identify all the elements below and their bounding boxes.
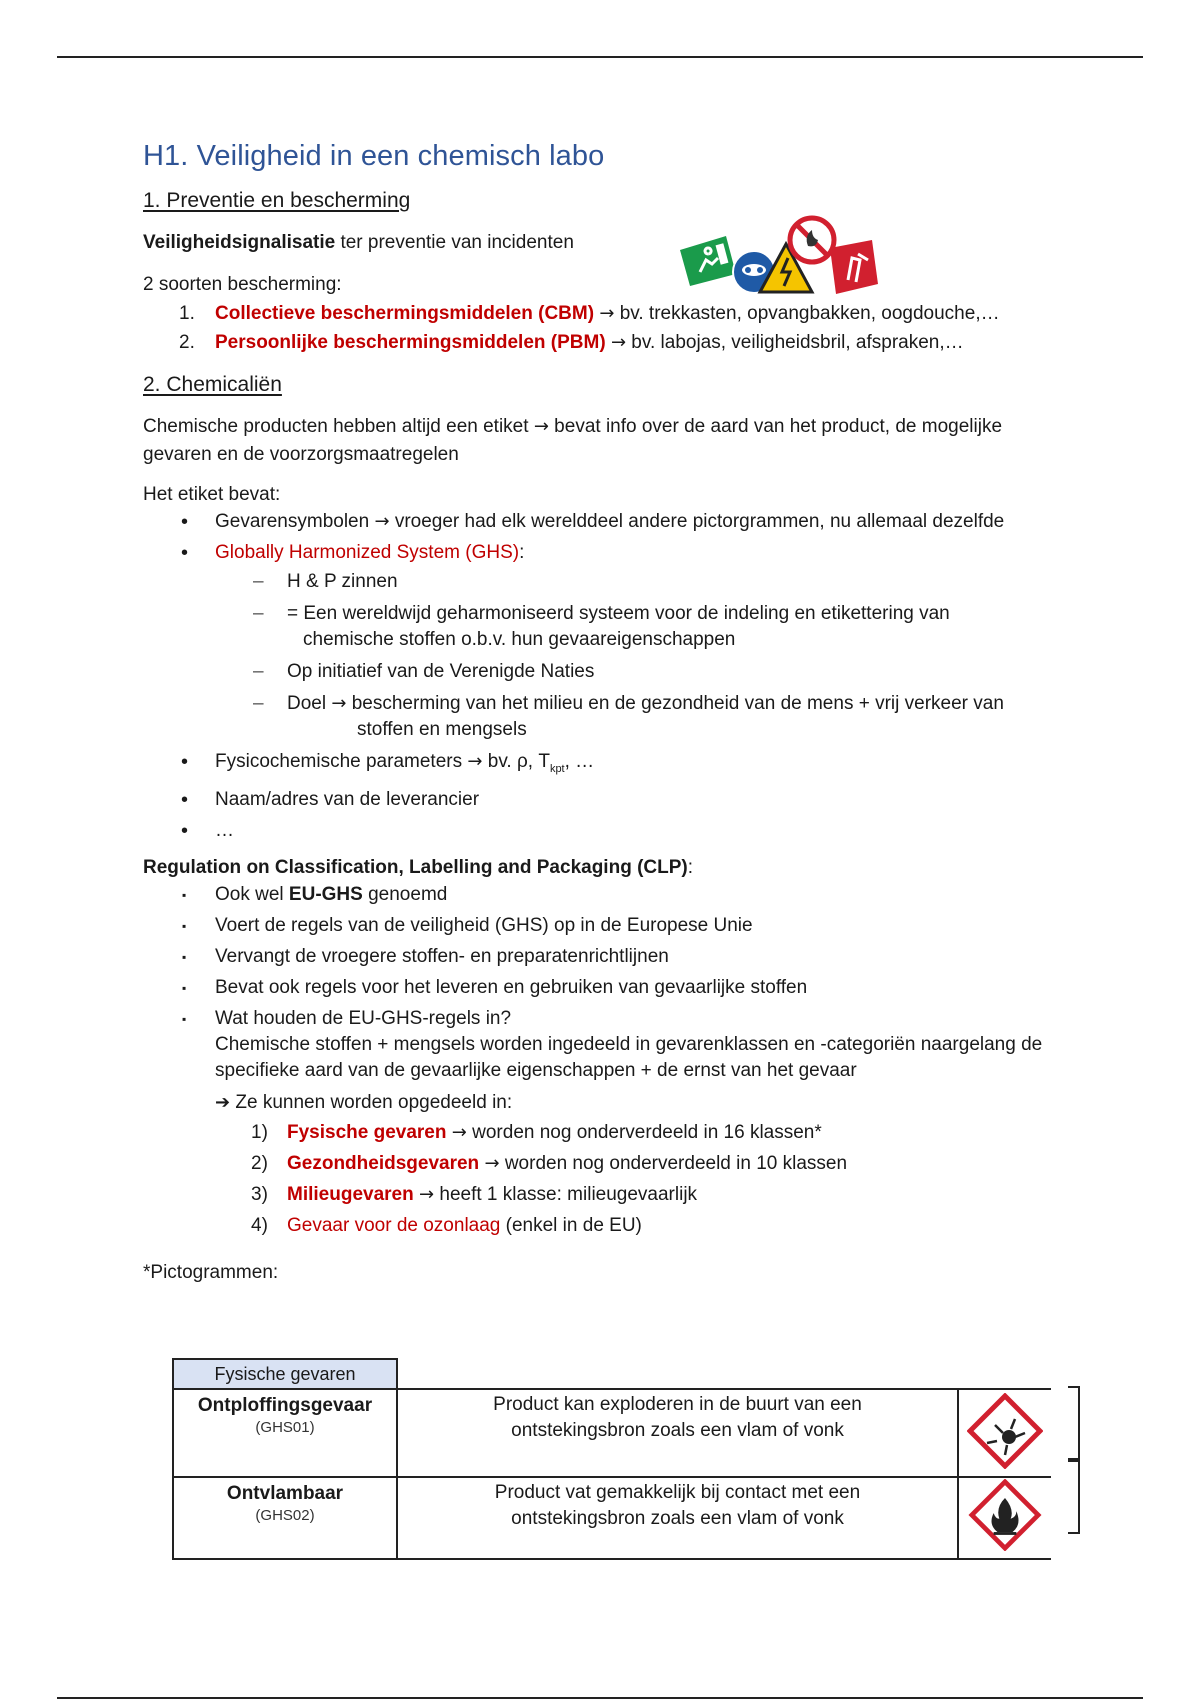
arrow-icon: → — [599, 303, 615, 324]
arrow-icon: → — [374, 511, 390, 532]
arrow-icon: → — [451, 1121, 467, 1143]
list-item: • Fysicochemische parameters → bv. ρ, $T_{kpt}$, … — [143, 749, 1063, 782]
section-2-heading: 2. Chemicaliën — [143, 373, 282, 396]
footer-rule — [57, 1697, 1143, 1699]
list-item: ▪ Bevat ook regels voor het leveren en gebruiken van gevaarlijke stoffen — [143, 975, 1043, 1001]
list-item: 2) Gezondheidsgevaren → worden nog onderverdeeld in 10 klassen — [251, 1152, 848, 1174]
list-item: ▪ Ook wel EU-GHS genoemd — [143, 882, 1043, 908]
list-item: – Doel → bescherming van het milieu en de gezondheid van de mens + vrij verkeer van stoffen en mengsels — [215, 691, 1063, 743]
fire-equipment-sign-icon — [830, 240, 878, 294]
list-item: 1) Fysische gevaren → worden nog onderverdeeld in 16 klassen* — [251, 1121, 822, 1143]
no-fire-sign-icon — [790, 218, 834, 262]
ghs-details — [215, 569, 1063, 743]
list-item: – H & P zinnen — [215, 569, 1063, 595]
arrow-icon: → — [484, 1152, 500, 1174]
page-content — [143, 140, 1093, 1287]
pictograms-intro: *Pictogrammen: — [143, 1261, 279, 1283]
signalisation-line: Veiligheidsignalisatie ter preventie van incidenten — [143, 232, 574, 253]
header-rule — [57, 56, 1143, 58]
list-item: ▪ Vervangt de vroegere stoffen- en preparatenrichtlijnen — [143, 944, 1043, 970]
arrow-icon: → — [331, 693, 347, 714]
table-row: Ontploffingsgevaar (GHS01) Product kan exploderen in de buurt van een ontstekingsbron zoals een vlam of vonk — [173, 1389, 1051, 1477]
flame-icon — [967, 1479, 1043, 1551]
protection-list — [143, 299, 1093, 357]
list-item: 3) Milieugevaren → heeft 1 klasse: milieugevaarlijk — [251, 1183, 698, 1205]
arrow-icon: → — [533, 416, 549, 437]
categories-intro: ➔ Ze kunnen worden opgedeeld in: — [215, 1091, 513, 1113]
list-item: 2. Persoonlijke beschermingsmiddelen (PBM) → bv. labojas, veiligheidsbril, afspraken,… — [179, 332, 964, 353]
table-row: Ontvlambaar (GHS02) Product vat gemakkelijk bij contact met een ontstekingsbron zoals een vlam of vonk — [173, 1477, 1051, 1559]
list-item: – Op initiatief van de Verenigde Naties — [215, 659, 1063, 685]
list-item: • Globally Harmonized System (GHS): – H & P zinnen – = Een wereldwijd geharmoniseerd systeem voor de indeling en etikettering van chemische stoffen o.b.v. hun gevaareigenschappen – Op initiatief van de Verenigde Naties – Doel → bescherming van het milieu en de gezondheid van de mens + vrij verkeer van stoffen en mengsels — [143, 540, 1063, 743]
arrow-icon: → — [610, 332, 627, 353]
list-item: • Naam/adres van de leverancier — [143, 787, 1063, 813]
pictogram-table — [172, 1358, 1051, 1560]
page-title: H1. Veiligheid in een chemisch labo — [143, 140, 605, 172]
label-contents-list — [143, 509, 1063, 844]
table-header: Fysische gevaren — [173, 1359, 397, 1389]
clp-heading: Regulation on Classification, Labelling and Packaging (CLP): — [143, 856, 694, 878]
list-item: 4) Gevaar voor de ozonlaag (enkel in de EU) — [251, 1214, 642, 1236]
label-intro: Het etiket bevat: — [143, 484, 281, 505]
emergency-exit-icon — [680, 236, 736, 286]
list-item: – = Een wereldwijd geharmoniseerd systeem voor de indeling en etikettering van chemische stoffen o.b.v. hun gevaareigenschappen — [215, 601, 1063, 653]
list-item: ▪ Voert de regels van de veiligheid (GHS) op in de Europese Unie — [143, 913, 1043, 939]
clp-list — [143, 882, 1043, 1084]
list-item: • Gevarensymbolen → vroeger had elk werelddeel andere pictorgrammen, nu allemaal dezelfde — [143, 509, 1063, 535]
hazard-categories — [143, 1117, 1093, 1241]
list-item: ▪ Wat houden de EU-GHS-regels in? Chemische stoffen + mengsels worden ingedeeld in gevarenklassen en -categoriën naargelang de specifieke aard van de gevaarlijke eigenschappen + de ernst van het gevaar — [143, 1006, 1043, 1084]
arrow-icon: → — [419, 1183, 435, 1205]
list-item: • … — [143, 818, 1063, 844]
chemicals-intro: Chemische producten hebben altijd een etiket → bevat info over de aard van het product, de mogelijke gevaren en de voorzorgsmaatregelen — [143, 416, 1003, 465]
safety-signs-image — [680, 214, 880, 298]
protection-intro: 2 soorten bescherming: — [143, 274, 342, 295]
arrow-icon: ➔ — [215, 1091, 231, 1113]
section-1-heading: 1. Preventie en bescherming — [143, 189, 411, 212]
list-item: 1. Collectieve beschermingsmiddelen (CBM) → bv. trekkasten, opvangbakken, oogdouche,… — [179, 303, 1000, 324]
exploding-bomb-icon — [967, 1393, 1043, 1469]
arrow-icon: → — [467, 751, 483, 772]
